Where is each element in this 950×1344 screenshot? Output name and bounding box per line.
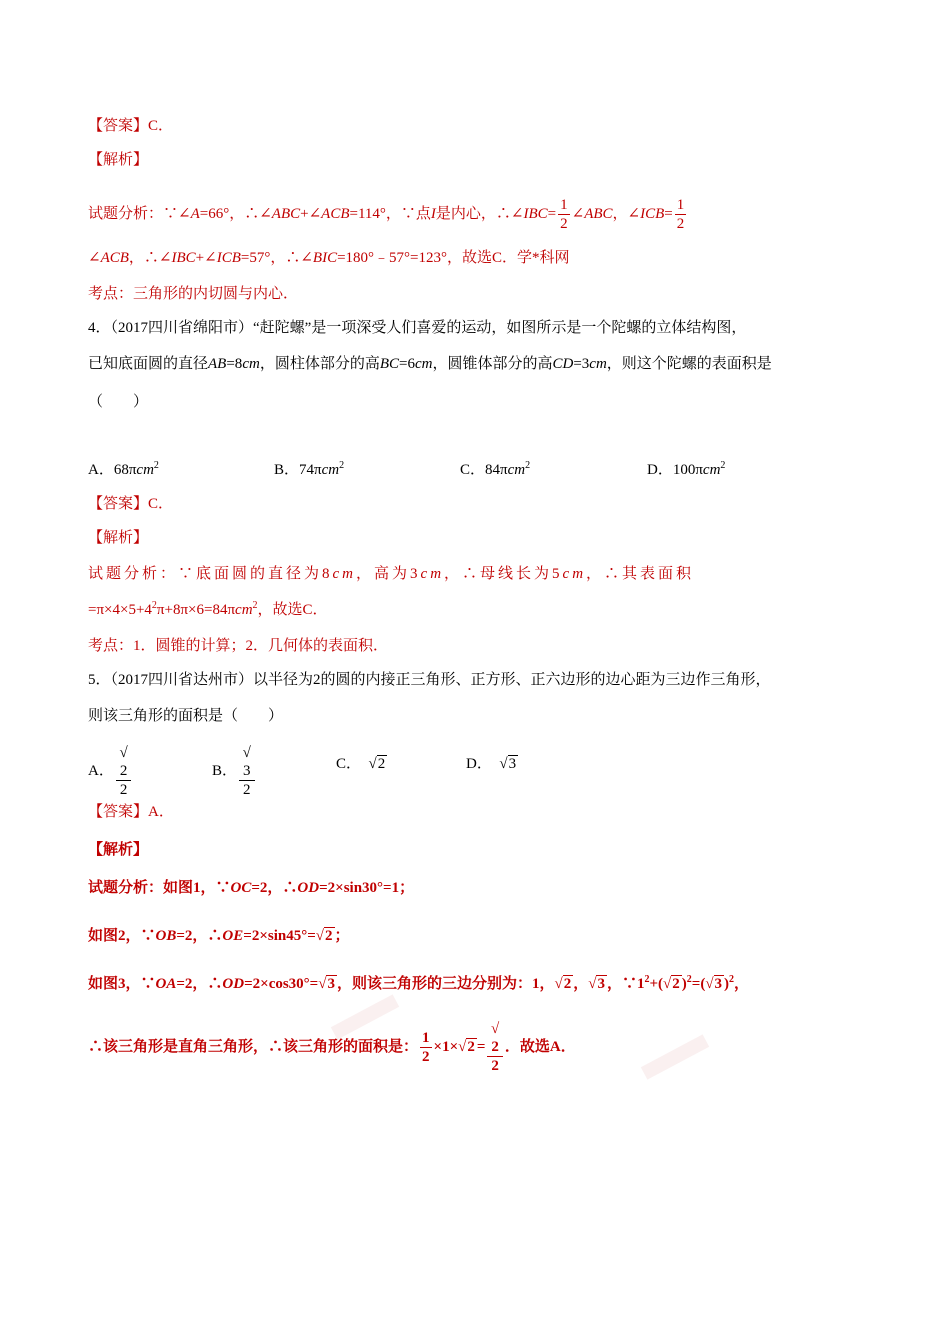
option-label: D．100π xyxy=(647,462,703,478)
fraction-half xyxy=(558,196,570,233)
q4-option-d xyxy=(647,460,725,480)
denominator: 2 xyxy=(422,1049,430,1065)
sqrt: √2 xyxy=(663,976,680,992)
text: ，∵1 xyxy=(606,976,645,992)
var: ABC xyxy=(271,205,301,222)
var: ABC xyxy=(584,205,613,222)
fraction-half xyxy=(675,196,687,233)
fraction xyxy=(239,744,255,799)
radicand: 2 xyxy=(563,976,572,992)
sqrt: √2 xyxy=(368,756,386,772)
text: ，圆柱体部分的高 xyxy=(259,356,380,372)
text: =3 xyxy=(573,356,590,372)
exponent: 2 xyxy=(525,460,531,471)
q4-stem-line1: 4．（2017四川省绵阳市）“赶陀螺”是一项深受人们喜爱的运动，如图所示是一个陀螺的立体结构图， xyxy=(88,320,747,336)
text: =6 xyxy=(399,356,415,372)
text: +∠ xyxy=(300,205,322,222)
exponent: 2 xyxy=(729,974,735,985)
q3-analysis-line2 xyxy=(88,248,570,268)
unit: cm xyxy=(332,566,357,582)
q5-stem-line1: 5．（2017四川省达州市）以半径为2的圆的内接正三角形、正方形、正六边形的边心距为三边作三角形， xyxy=(88,672,771,688)
text: =2，∴ xyxy=(251,880,298,896)
radicand: 2 xyxy=(467,1038,475,1055)
text: ∠ xyxy=(88,250,101,266)
text: 是内心，∴∠ xyxy=(435,205,524,222)
sqrt: √3 xyxy=(588,976,605,992)
var: IBC xyxy=(171,250,196,266)
q5-stem-line2: 则该三角形的面积是（ ） xyxy=(88,708,284,724)
q3-answer: 【答案】C． xyxy=(88,118,174,134)
text: +∠ xyxy=(195,250,217,266)
q5-answer: 【答案】A． xyxy=(88,804,174,820)
sqrt: √2 xyxy=(458,1038,475,1055)
text: =( xyxy=(691,976,706,992)
q5-option-b xyxy=(212,744,257,799)
q4-stem-line2 xyxy=(88,354,772,374)
q5-analysis-line1 xyxy=(88,878,414,898)
exponent: 2 xyxy=(686,974,692,985)
sqrt: √2 xyxy=(554,976,572,992)
text: = xyxy=(664,205,673,222)
text: π+8π×6=84π xyxy=(156,602,236,618)
radicand: 2 xyxy=(119,763,128,779)
numerator: 1 xyxy=(676,197,685,213)
option-label: C． xyxy=(336,756,362,772)
var: ACB xyxy=(100,250,129,266)
var: OD xyxy=(297,880,320,896)
q4-option-c xyxy=(460,460,530,480)
exponent: 2 xyxy=(153,460,159,471)
text: ， xyxy=(734,976,750,992)
numerator: √ 3 xyxy=(239,744,255,781)
numerator: 1 xyxy=(560,197,568,213)
q5-analysis-line3 xyxy=(88,974,749,994)
option-label: C．84π xyxy=(460,462,508,478)
text: 已知底面圆的直径 xyxy=(88,356,209,372)
sqrt: √2 xyxy=(315,928,333,944)
q4-stem-line3: （ ） xyxy=(88,394,149,410)
text: =2×sin30°=1； xyxy=(319,880,415,896)
text: +( xyxy=(649,976,664,992)
var: BC xyxy=(379,356,399,372)
text: =π×4×5+4 xyxy=(88,602,152,618)
q4-option-b xyxy=(274,460,344,480)
text: ) xyxy=(724,976,730,992)
option-label: A． xyxy=(88,762,114,779)
text: ×1× xyxy=(433,1038,459,1055)
numerator: 1 xyxy=(422,1030,430,1046)
q3-point: 考点：三角形的内切圆与内心． xyxy=(88,286,299,302)
text: ，∴其表面积 xyxy=(586,566,695,582)
var: ICB xyxy=(216,250,241,266)
var: BIC xyxy=(312,250,338,266)
sqrt: √3 xyxy=(318,976,335,992)
text: ∠ xyxy=(571,205,585,222)
text: 试题分析：∵底面圆的直径为8 xyxy=(88,566,333,582)
unit: cm xyxy=(136,462,154,478)
radicand: 3 xyxy=(597,976,605,992)
exponent: 2 xyxy=(644,974,650,985)
unit: cm xyxy=(414,356,433,372)
text: =2，∴ xyxy=(176,928,223,944)
radicand: 3 xyxy=(508,756,517,772)
text: =180°﹣57°=123°，故选C．学*科网 xyxy=(337,250,570,266)
unit: cm xyxy=(321,462,340,478)
var: OA xyxy=(155,976,177,992)
text: ，∴母线长为5 xyxy=(444,566,563,582)
text: 试题分析：如图1，∵ xyxy=(88,880,231,896)
q4-point: 考点：1．圆锥的计算；2．几何体的表面积． xyxy=(88,638,389,654)
text: 如图3，∵ xyxy=(88,976,156,992)
radicand: 2 xyxy=(491,1039,499,1055)
option-label: A．68π xyxy=(88,462,137,478)
q5-analysis-label: 【解析】 xyxy=(88,842,149,858)
unit: cm xyxy=(420,566,445,582)
text: ∴该三角形是直角三角形，∴该三角形的面积是： xyxy=(88,1038,419,1055)
text: ，圆锥体部分的高 xyxy=(432,356,553,372)
var: I xyxy=(430,205,436,222)
unit: cm xyxy=(235,602,253,618)
q4-analysis-label: 【解析】 xyxy=(88,530,149,546)
text: =2，∴ xyxy=(176,976,223,992)
var: IBC xyxy=(523,205,548,222)
exponent: 2 xyxy=(720,460,726,471)
q5-option-c xyxy=(336,754,387,774)
text: ，故选C． xyxy=(257,602,328,618)
text: ) xyxy=(681,976,687,992)
denominator: 2 xyxy=(676,216,685,232)
q4-option-a xyxy=(88,460,159,480)
text: = xyxy=(547,205,557,222)
unit: cm xyxy=(562,566,587,582)
text: ，则该三角形的三边分别为：1， xyxy=(336,976,555,992)
var: OE xyxy=(222,928,244,944)
sqrt: √3 xyxy=(705,976,723,992)
option-label: B．74π xyxy=(274,462,322,478)
radicand: 2 xyxy=(325,928,333,944)
text: ，高为3 xyxy=(356,566,421,582)
denominator: 2 xyxy=(491,1058,499,1074)
text: 如图2，∵ xyxy=(88,928,156,944)
q3-analysis-label: 【解析】 xyxy=(88,152,149,168)
denominator: 2 xyxy=(119,782,128,798)
var: A xyxy=(190,205,200,222)
denominator: 2 xyxy=(243,782,251,798)
var: ICB xyxy=(640,205,665,222)
option-label: D． xyxy=(466,756,492,772)
q4-analysis-line1 xyxy=(88,564,694,584)
exponent: 2 xyxy=(339,460,345,471)
text: =8 xyxy=(226,356,243,372)
text: ； xyxy=(334,928,350,944)
numerator: √ 2 xyxy=(487,1020,503,1057)
text: =2×sin45°= xyxy=(243,928,316,944)
exponent: 2 xyxy=(151,600,157,611)
q4-analysis-line2 xyxy=(88,600,328,620)
text: ，∠ xyxy=(612,205,641,222)
q5-option-d xyxy=(466,754,518,774)
q5-option-a xyxy=(88,744,133,799)
var: AB xyxy=(208,356,227,372)
radicand: 3 xyxy=(243,763,251,779)
fraction xyxy=(487,1020,503,1075)
radicand: 2 xyxy=(672,976,680,992)
q5-analysis-line2 xyxy=(88,926,350,946)
var: OD xyxy=(222,976,245,992)
radicand: 3 xyxy=(327,976,335,992)
fraction xyxy=(420,1029,432,1066)
unit: cm xyxy=(589,356,607,372)
fraction xyxy=(116,744,132,799)
var: OC xyxy=(230,880,252,896)
unit: cm xyxy=(507,462,526,478)
text: ， xyxy=(573,976,589,992)
numerator: √ 2 xyxy=(116,744,132,781)
var: OB xyxy=(155,928,177,944)
unit: cm xyxy=(702,462,721,478)
unit: cm xyxy=(242,356,260,372)
radicand: 2 xyxy=(377,756,386,772)
q3-analysis-line1 xyxy=(88,196,688,233)
var: ACB xyxy=(321,205,350,222)
radicand: 3 xyxy=(714,976,723,992)
text: = xyxy=(476,1038,486,1055)
option-label: B． xyxy=(212,762,238,779)
watermark-mark xyxy=(641,1034,709,1079)
text: ，∴∠ xyxy=(128,250,172,266)
exponent: 2 xyxy=(252,600,258,611)
text: =66°，∴∠ xyxy=(199,205,272,222)
sqrt: √3 xyxy=(499,756,517,772)
text: ，则这个陀螺的表面积是 xyxy=(606,356,772,372)
denominator: 2 xyxy=(560,216,568,232)
text: =57°，∴∠ xyxy=(240,250,313,266)
text: ．故选A． xyxy=(504,1038,576,1055)
text: =2×cos30°= xyxy=(244,976,319,992)
var: CD xyxy=(552,356,574,372)
text: =114°，∵点 xyxy=(349,205,431,222)
text: 试题分析：∵∠ xyxy=(88,205,191,222)
q4-answer: 【答案】C． xyxy=(88,496,174,512)
